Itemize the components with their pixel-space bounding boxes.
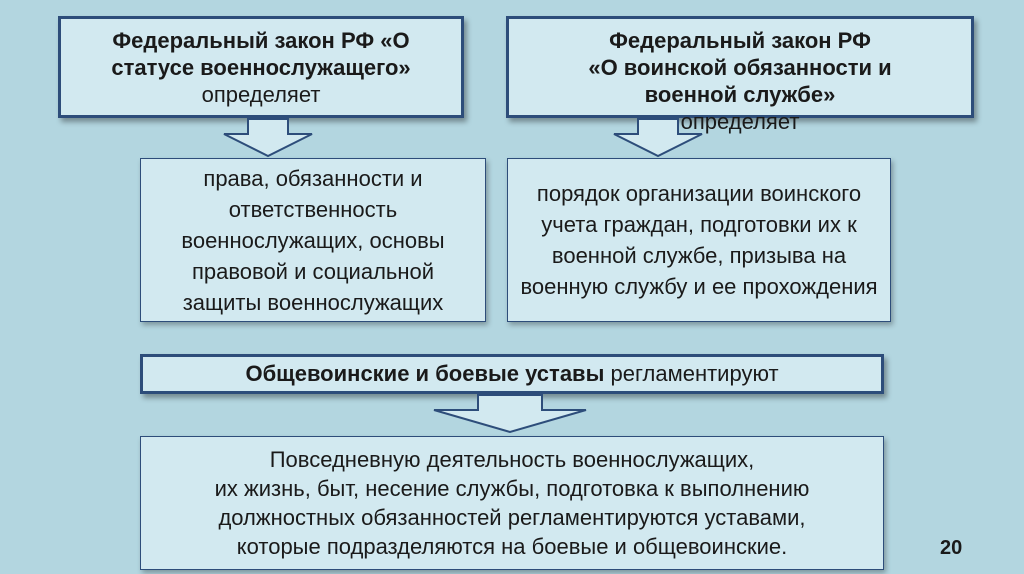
regulations-verb: регламентируют	[610, 361, 779, 386]
regulations-line-3: должностных обязанностей регламентируются уставами,	[218, 505, 806, 530]
regulations-header	[140, 354, 884, 394]
law-status-header	[58, 16, 464, 118]
down-arrow-bottom	[432, 394, 588, 434]
law-military-title-line1: Федеральный закон РФ	[609, 28, 871, 53]
regulations-title: Общевоинские и боевые уставы	[245, 361, 605, 386]
law-military-verb: определяет	[680, 109, 800, 134]
law-military-duty-header	[506, 16, 974, 134]
status-rights-text: права, обязанности и ответственность военнослужащих, основы правовой и социальной защиты военнослужащих	[181, 165, 445, 315]
regulations-line-1: Повседневную деятельность военнослужащих,	[269, 447, 755, 472]
page-number: 20	[940, 537, 963, 559]
down-arrow-left	[222, 118, 314, 158]
law-status-title: Федеральный закон РФ «О статусе военнослужащего»	[111, 28, 411, 80]
regulations-content	[140, 436, 884, 570]
status-rights-content	[140, 158, 486, 322]
law-status-verb: определяет	[201, 82, 321, 107]
military-duty-content	[507, 158, 891, 322]
military-duty-text: порядок организации воинского учета граждан, подготовки их к военной службе, призыва на военную службу и ее прохождения	[520, 181, 878, 299]
law-military-title-line2: «О воинской обязанности и военной службе»	[588, 55, 892, 107]
down-arrow-right	[612, 118, 704, 158]
regulations-line-2: их жизнь, быт, несение службы, подготовка к выполнению	[214, 476, 810, 501]
regulations-line-4: которые подразделяются на боевые и общевоинские.	[236, 534, 788, 559]
